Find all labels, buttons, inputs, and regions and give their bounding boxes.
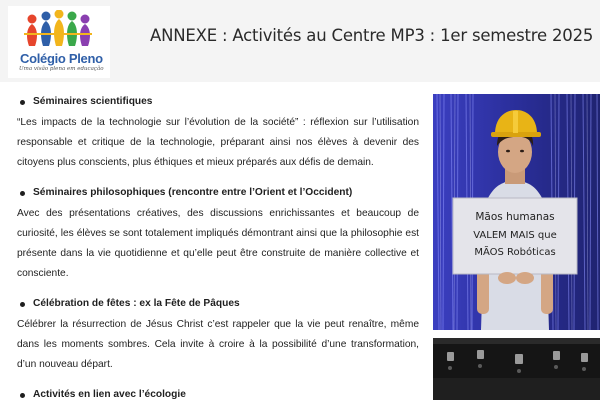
logo-school-name: Colégio Pleno [20, 51, 103, 66]
section-ecology-activities [17, 385, 419, 400]
section-heading [17, 92, 419, 112]
ecology-activity-photo [433, 338, 600, 400]
section-paragraph: Célébrer la résurrection de Jésus Christ c’est rappeler que la vie peut renaître, même dans les moments sombres. Cela invite à croire à la possibilité d’une transformation, d’un nouveau départ. [17, 319, 419, 370]
section-heading-text: Activités en lien avec l’écologie [33, 389, 186, 400]
section-heading [17, 385, 419, 400]
dark-room-illustration [433, 338, 600, 400]
sign-line-1: Mãos humanas [475, 211, 555, 223]
document-body [17, 92, 419, 400]
bullet-icon [20, 191, 25, 196]
bullet-icon [20, 100, 25, 105]
section-philosophy-seminars [17, 183, 419, 284]
section-easter-celebration [17, 294, 419, 375]
section-paragraph: “Les impacts de la technologie sur l’évolution de la société” : réflexion sur l’utilisation responsable et critique de la technologie, préparant ainsi nos élèves à devenir des citoyens plus conscients, plus éthiques et mieux préparés aux défis de demain. [17, 117, 419, 168]
sign-line-3: MÃOS Robóticas [474, 247, 556, 258]
page-title: ANNEXE : Activités au Centre MP3 : 1er semestre 2025 [150, 26, 594, 45]
section-heading [17, 294, 419, 314]
sign-line-2: VALEM MAIS que [473, 230, 557, 241]
bullet-icon [20, 393, 25, 398]
section-heading-text: Séminaires scientifiques [33, 96, 153, 107]
section-heading [17, 183, 419, 203]
student-sign-illustration [433, 94, 600, 330]
bullet-icon [20, 302, 25, 307]
section-scientific-seminars [17, 92, 419, 173]
section-paragraph: Avec des présentations créatives, des discussions enrichissantes et beaucoup de curiosité, les élèves se sont totalement impliqués démontrant ainsi que la philosophie est présente dans la vie quotidienne et qu’elle peut être construite de manière collective et consciente. [17, 208, 419, 279]
student-sign-photo [433, 94, 600, 330]
section-heading-text: Séminaires philosophiques (rencontre entre l’Orient et l’Occident) [33, 187, 353, 198]
children-figures-icon [22, 10, 94, 54]
school-logo [8, 6, 110, 78]
section-heading-text: Célébration de fêtes : ex la Fête de Pâques [33, 298, 240, 309]
logo-tagline: Uma visão plena em educação [19, 66, 104, 72]
document-header [0, 0, 600, 82]
